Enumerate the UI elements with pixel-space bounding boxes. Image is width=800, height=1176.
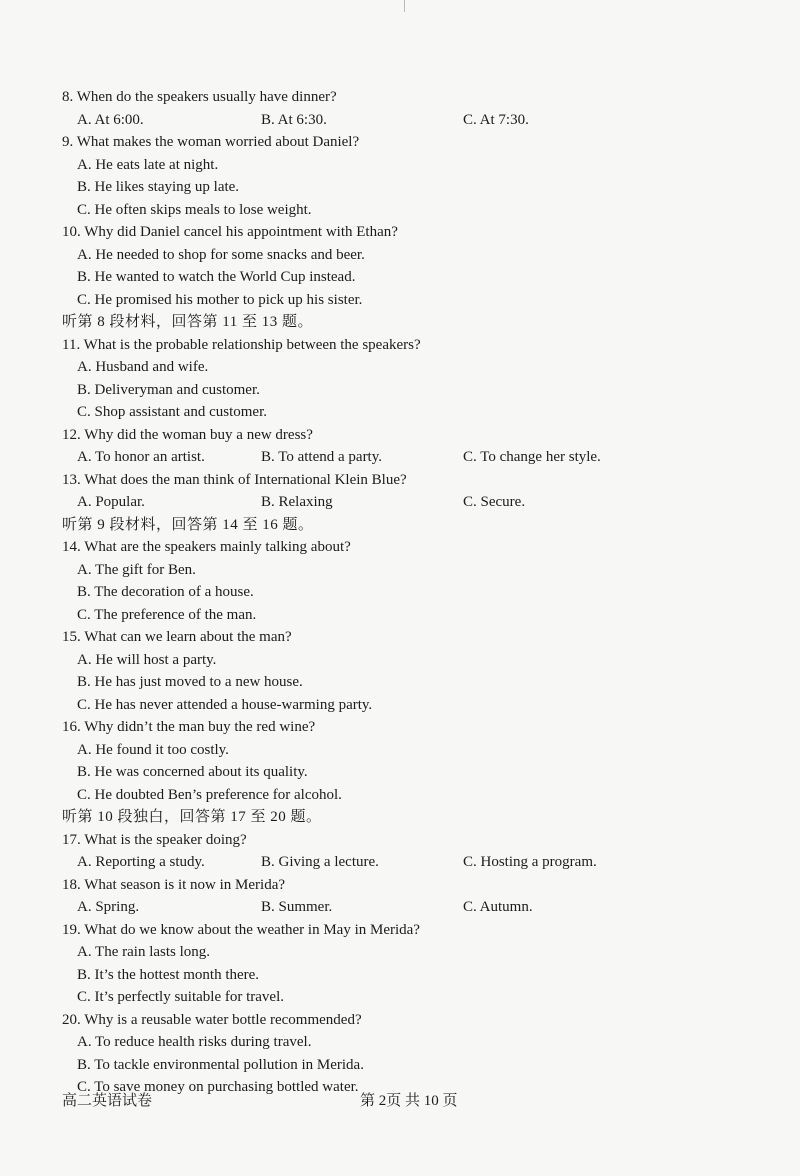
answer-option: B. Relaxing <box>261 494 333 510</box>
scan-mark <box>404 0 405 12</box>
answer-option: B. To attend a party. <box>261 449 383 465</box>
section-instruction: 听第 9 段材料，回答第 14 至 16 题。 <box>62 516 314 533</box>
answer-option: A. Spring. <box>77 899 140 915</box>
answer-option: A. He eats late at night. <box>77 156 219 173</box>
answer-option: C. Hosting a program. <box>463 854 597 870</box>
answer-option: A. He will host a party. <box>77 651 217 668</box>
answer-option: B. The decoration of a house. <box>77 584 254 600</box>
question-stem: 13. What does the man think of International Klein Blue? <box>62 471 407 488</box>
answer-option: B. Giving a lecture. <box>261 854 379 870</box>
answer-option: C. To change her style. <box>463 449 601 465</box>
question-stem: 8. When do the speakers usually have dinner? <box>62 89 337 105</box>
question-stem: 15. What can we learn about the man? <box>62 629 292 645</box>
answer-option: C. At 7:30. <box>463 111 529 128</box>
answer-option: B. Summer. <box>261 899 333 915</box>
answer-option: C. Shop assistant and customer. <box>77 404 267 420</box>
answer-option: A. He found it too costly. <box>77 741 229 758</box>
question-stem: 14. What are the speakers mainly talking about? <box>62 539 351 555</box>
answer-option: A. The gift for Ben. <box>77 561 196 578</box>
answer-option: A. Reporting a study. <box>77 854 205 870</box>
answer-option: C. He has never attended a house-warming party. <box>77 696 373 713</box>
answer-option: A. He needed to shop for some snacks and beer. <box>77 246 365 263</box>
answer-option: A. Popular. <box>77 494 145 510</box>
answer-option: B. To tackle environmental pollution in Merida. <box>77 1056 364 1073</box>
answer-option: A. Husband and wife. <box>77 359 209 375</box>
footer-title: 高二英语试卷 <box>62 1093 153 1109</box>
answer-option: B. He has just moved to a new house. <box>77 674 303 690</box>
options-row <box>62 851 762 874</box>
question-stem: 19. What do we know about the weather in May in Merida? <box>62 921 420 938</box>
answer-option: C. He promised his mother to pick up his sister. <box>77 291 363 308</box>
question-stem: 10. Why did Daniel cancel his appointment with Ethan? <box>62 224 398 240</box>
answer-option: B. At 6:30. <box>261 111 327 128</box>
page-footer <box>62 1090 762 1112</box>
footer-page-number: 第 2页 共 10 页 <box>360 1093 458 1109</box>
answer-option: A. To honor an artist. <box>77 449 205 465</box>
options-row <box>62 446 762 469</box>
answer-option: C. Autumn. <box>463 899 533 915</box>
question-stem: 16. Why didn’t the man buy the red wine? <box>62 719 316 735</box>
options-row <box>62 896 762 919</box>
answer-option: A. At 6:00. <box>77 111 144 128</box>
answer-option: B. It’s the hottest month there. <box>77 966 260 983</box>
answer-option: B. He likes staying up late. <box>77 179 240 195</box>
answer-option: A. To reduce health risks during travel. <box>77 1034 312 1050</box>
question-stem: 17. What is the speaker doing? <box>62 831 247 848</box>
answer-option: C. The preference of the man. <box>77 606 257 623</box>
question-stem: 9. What makes the woman worried about Daniel? <box>62 134 360 150</box>
answer-option: C. He doubted Ben’s preference for alcohol. <box>77 786 342 803</box>
answer-option: B. He was concerned about its quality. <box>77 764 308 780</box>
question-stem: 20. Why is a reusable water bottle recommended? <box>62 1011 362 1028</box>
answer-option: C. Secure. <box>463 494 526 510</box>
options-row <box>62 491 762 514</box>
answer-option: C. To save money on purchasing bottled water. <box>77 1079 359 1095</box>
question-stem: 11. What is the probable relationship between the speakers? <box>62 336 421 353</box>
answer-option: C. He often skips meals to lose weight. <box>77 201 312 218</box>
section-instruction: 听第 10 段独白，回答第 17 至 20 题。 <box>62 809 322 825</box>
options-row <box>62 109 762 132</box>
answer-option: B. He wanted to watch the World Cup instead. <box>77 269 356 285</box>
answer-option: B. Deliveryman and customer. <box>77 381 260 398</box>
question-stem: 12. Why did the woman buy a new dress? <box>62 426 313 443</box>
question-list <box>62 86 762 1099</box>
answer-option: C. It’s perfectly suitable for travel. <box>77 989 285 1005</box>
section-instruction: 听第 8 段材料，回答第 11 至 13 题。 <box>62 314 313 330</box>
question-stem: 18. What season is it now in Merida? <box>62 876 286 893</box>
answer-option: A. The rain lasts long. <box>77 944 211 960</box>
